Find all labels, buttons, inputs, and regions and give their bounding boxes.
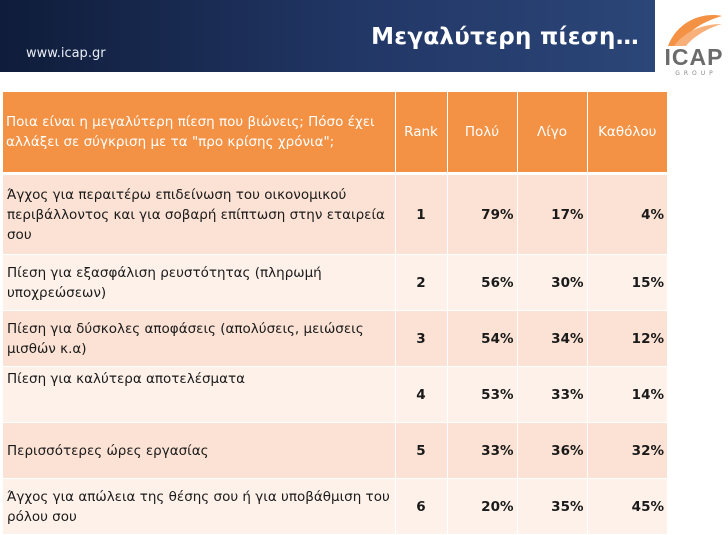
header-banner	[0, 0, 655, 72]
table-row	[3, 255, 667, 311]
row-little: 34%	[517, 311, 587, 367]
row-rank: 6	[395, 479, 447, 535]
logo-group-text: GROUP	[675, 70, 717, 77]
row-label: Πίεση για καλύτερα αποτελέσματα	[3, 367, 395, 423]
row-little: 33%	[517, 367, 587, 423]
row-rank: 2	[395, 255, 447, 311]
table-row	[3, 311, 667, 367]
row-rank: 5	[395, 423, 447, 479]
logo-wordmark: ICAP	[664, 44, 724, 70]
row-label: Πίεση για εξασφάλιση ρευστότητας (πληρωμή υποχρεώσεων)	[3, 255, 395, 311]
row-much: 33%	[447, 423, 517, 479]
row-none: 4%	[587, 174, 667, 255]
row-label: Άγχος για περαιτέρω επιδείνωση του οικονομικού περιβάλλοντος και για σοβαρή επίπτωση στην εταιρεία σου	[3, 174, 395, 255]
row-label: Πίεση για δύσκολες αποφάσεις (απολύσεις, μειώσεις μισθών κ.α)	[3, 311, 395, 367]
pressure-table	[3, 92, 667, 535]
row-none: 15%	[587, 255, 667, 311]
row-little: 36%	[517, 423, 587, 479]
site-url[interactable]: www.icap.gr	[26, 46, 106, 61]
row-label: Περισσότερες ώρες εργασίας	[3, 423, 395, 479]
row-rank: 1	[395, 174, 447, 255]
row-little: 30%	[517, 255, 587, 311]
header-question: Ποια είναι η μεγαλύτερη πίεση που βιώνεις; Πόσο έχει αλλάξει σε σύγκριση με τα "προ κρίσης χρόνια";	[3, 92, 395, 174]
row-none: 12%	[587, 311, 667, 367]
row-none: 45%	[587, 479, 667, 535]
header-none: Καθόλου	[587, 92, 667, 174]
table-row	[3, 423, 667, 479]
row-rank: 3	[395, 311, 447, 367]
table-header-row	[3, 92, 667, 174]
row-rank: 4	[395, 367, 447, 423]
row-much: 20%	[447, 479, 517, 535]
row-none: 32%	[587, 423, 667, 479]
row-little: 35%	[517, 479, 587, 535]
row-much: 79%	[447, 174, 517, 255]
table-row	[3, 174, 667, 255]
table-row	[3, 479, 667, 535]
header-rank: Rank	[395, 92, 447, 174]
row-little: 17%	[517, 174, 587, 255]
table-row	[3, 367, 667, 423]
row-much: 54%	[447, 311, 517, 367]
page-title: Μεγαλύτερη πίεση…	[371, 24, 639, 50]
row-much: 56%	[447, 255, 517, 311]
row-none: 14%	[587, 367, 667, 423]
row-much: 53%	[447, 367, 517, 423]
header-little: Λίγο	[517, 92, 587, 174]
row-label: Άγχος για απώλεια της θέσης σου ή για υποβάθμιση του ρόλου σου	[3, 479, 395, 535]
header-much: Πολύ	[447, 92, 517, 174]
